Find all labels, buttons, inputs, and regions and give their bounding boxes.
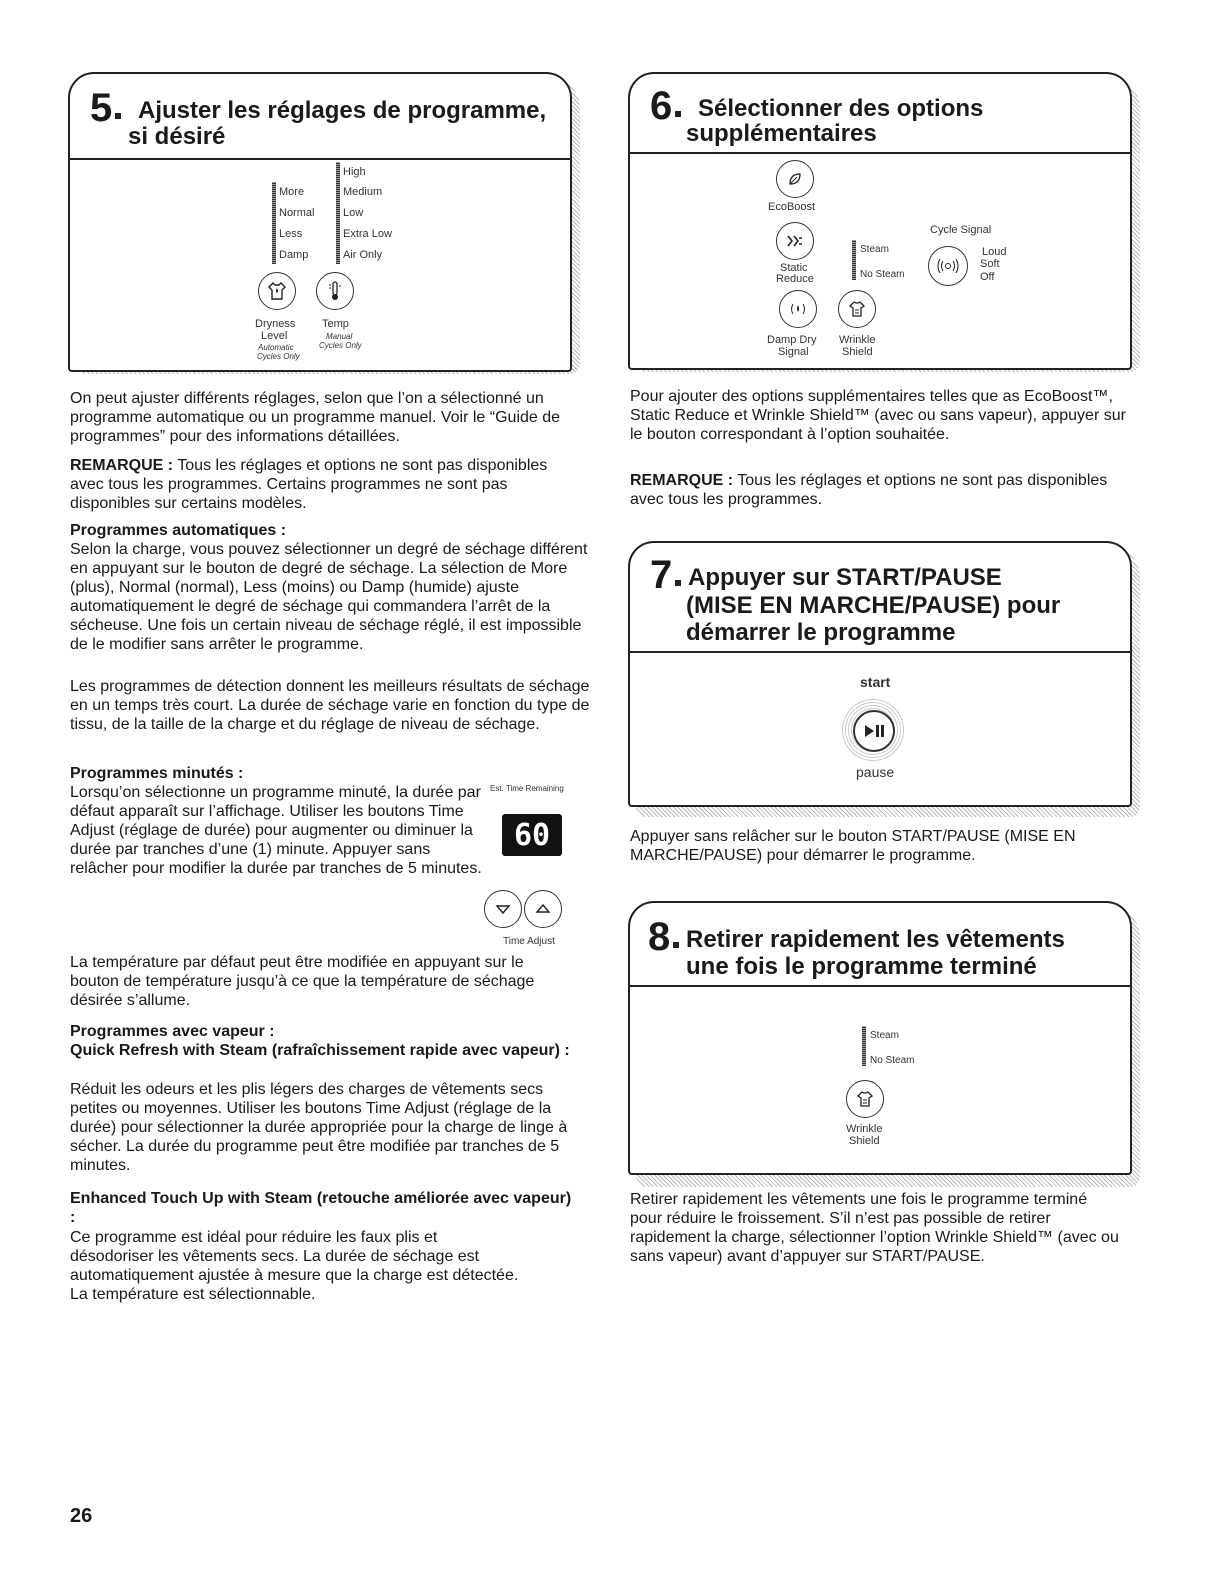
time-down-button[interactable] <box>484 890 522 928</box>
temp-button[interactable] <box>316 272 354 310</box>
left-intro-paragraph: On peut ajuster différents réglages, selon que l’on a sélectionné un programme automatique ou un programme manuel. Voir le “Guide de programmes” pour des informations détaillées. <box>70 390 561 445</box>
dryness-option-damp: Damp <box>279 249 309 261</box>
sound-icon <box>937 259 959 273</box>
temp-option-high: High <box>343 166 366 178</box>
dryness-option-more: More <box>279 186 305 198</box>
step8-number: 8 <box>648 917 679 957</box>
wrinkle-label-2-6: Shield <box>842 346 873 358</box>
dryness-level-button[interactable] <box>258 272 296 310</box>
start-pause-button[interactable] <box>853 710 895 752</box>
shirt-shield-icon <box>855 1090 875 1108</box>
step7-number: 7 <box>650 555 681 595</box>
step6-remarque <box>630 471 1130 509</box>
step5-title-line1: Ajuster les réglages de programme, <box>138 97 547 124</box>
step8-title-line2: une fois le programme terminé <box>686 953 1037 980</box>
step6-panel <box>628 72 1132 370</box>
chevron-up-icon <box>535 903 551 915</box>
drop-sound-icon <box>787 302 809 316</box>
temp-sub-2: Cycles Only <box>319 341 362 350</box>
time-up-button[interactable] <box>524 890 562 928</box>
damp-dry-label-1: Damp Dry <box>767 334 817 346</box>
left-remarque-label: REMARQUE : <box>70 457 174 474</box>
auto-paragraph-1: Selon la charge, vous pouvez sélectionner un degré de séchage différent en appuyant sur le bouton de degré de séchage. La sélection de More (plus), Normal (normal), Less (moins) ou Damp (humide) ajuste automatiquement le degré de séchage qui commandera l’arrêt de la sécheuse. Une fois un certain niveau de séchage réglé, il est impossible de le modifier sans arrêter le programme. <box>70 541 588 653</box>
enhanced-paragraph: Ce programme est idéal pour réduire les faux plis et désodoriser les vêtements secs. La durée de séchage est automatiquement ajustée à mesure que la charge est détectée. La température est sélectionnable. <box>70 1229 519 1303</box>
cycle-signal-button[interactable] <box>928 246 968 286</box>
enhanced-heading: Enhanced Touch Up with Steam (retouche améliorée avec vapeur) : <box>70 1190 572 1226</box>
shirt-drop-icon <box>266 281 288 301</box>
play-pause-icon <box>862 723 886 739</box>
steam-bar-6 <box>852 240 856 280</box>
static-reduce-button[interactable] <box>776 222 814 260</box>
steam-bar-8 <box>862 1026 866 1066</box>
auto-heading: Programmes automatiques : <box>70 522 287 539</box>
step8-header <box>630 903 1130 987</box>
loud-label: Loud <box>982 246 1007 258</box>
timed-heading: Programmes minutés : <box>70 765 244 782</box>
auto-paragraph-2: Les programmes de détection donnent les meilleurs résultats de séchage en un temps très court. La durée de séchage varie en fonction du type de tissu, de la taille de la charge et du réglage de niveau de séchage. <box>70 678 590 733</box>
wrinkle-shield-button[interactable] <box>838 290 876 328</box>
step5-panel <box>68 72 572 372</box>
step6-remarque-label: REMARQUE : <box>630 472 734 489</box>
time-display: 60 <box>502 814 562 856</box>
timed-paragraph-1: Lorsqu’on sélectionne un programme minuté, la durée par défaut apparaît sur l’affichage. Utiliser les boutons Time Adjust (réglage de durée) pour augmenter ou diminuer la durée par tranches d’une (1) minute. Appuyer sans relâcher pour modifier la durée par tranches de 5 minutes. <box>70 784 482 877</box>
static-icon <box>786 234 804 248</box>
step7-title-line2: (MISE EN MARCHE/PAUSE) pour <box>686 592 1061 619</box>
step5-title-line2: si désiré <box>128 123 226 150</box>
dryness-label-2: Level <box>261 330 288 342</box>
thermometer-icon <box>326 280 344 302</box>
left-remarque <box>70 456 570 513</box>
shirt-shield-icon <box>847 300 867 318</box>
quick-refresh-paragraph: Réduit les odeurs et les plis légers des charges de vêtements secs petites ou moyennes. Utiliser les boutons Time Adjust (réglage de la durée) pour sélectionner la durée appropriée pour la charge de linge à sécher. La durée du programme peut être modifiée par tranches de 5 minutes. <box>70 1081 568 1174</box>
static-label-1: Static <box>780 262 808 274</box>
quick-refresh-heading: Quick Refresh with Steam (rafraîchissement rapide avec vapeur) : <box>70 1042 570 1059</box>
temp-option-air-only: Air Only <box>343 249 383 261</box>
dryness-sub-1: Automatic <box>258 343 294 352</box>
steam-heading: Programmes avec vapeur : <box>70 1023 275 1040</box>
off-label: Off <box>980 271 995 283</box>
static-label-2: Reduce <box>776 273 814 285</box>
pause-label: pause <box>856 764 895 780</box>
dryness-bar <box>272 182 276 264</box>
dryness-sub-2: Cycles Only <box>257 352 300 361</box>
no-steam-label-6: No Steam <box>860 269 905 280</box>
page-number: 26 <box>70 1505 93 1527</box>
no-steam-label-8: No Steam <box>870 1055 915 1066</box>
step6-title-line1: Sélectionner des options <box>698 95 984 122</box>
step6-header <box>630 74 1130 154</box>
step6-paragraph: Pour ajouter des options supplémentaires telles que as EcoBoost™, Static Reduce et Wrinkle Shield™ (avec ou sans vapeur), appuyer sur le bouton correspondant à l’option souhaitée. <box>630 388 1126 443</box>
damp-dry-signal-button[interactable] <box>779 290 817 328</box>
soft-label: Soft <box>980 258 1000 270</box>
step6-title-line2: supplémentaires <box>686 120 877 147</box>
steam-label-6: Steam <box>860 244 889 255</box>
dryness-option-normal: Normal <box>279 207 315 219</box>
step7-header <box>630 543 1130 653</box>
step6-number: 6 <box>650 86 681 126</box>
step7-paragraph: Appuyer sans relâcher sur le bouton START/PAUSE (MISE EN MARCHE/PAUSE) pour démarrer le programme. <box>630 828 1076 864</box>
chevron-down-icon <box>495 903 511 915</box>
temp-bar <box>336 162 340 264</box>
step6-remarque-text: Tous les réglages et options ne sont pas disponibles avec tous les programmes. <box>630 472 1108 508</box>
dryness-label-1: Dryness <box>255 318 296 330</box>
time-adjust-label: Time Adjust <box>503 936 555 947</box>
dryness-option-less: Less <box>279 228 303 240</box>
est-time-label: Est. Time Remaining <box>490 784 564 793</box>
start-label: start <box>860 674 891 690</box>
steam-label-8: Steam <box>870 1030 899 1041</box>
temp-label: Temp <box>322 318 349 330</box>
temp-sub-1: Manual <box>326 332 353 341</box>
damp-dry-label-2: Signal <box>778 346 809 358</box>
step7-title-line1: Appuyer sur START/PAUSE <box>688 564 1002 591</box>
ecoboost-label: EcoBoost <box>768 201 816 213</box>
timed-paragraph-2: La température par défaut peut être modifiée en appuyant sur le bouton de température jusqu’à ce que la température de séchage désirée s’allume. <box>70 954 535 1009</box>
temp-option-low: Low <box>343 207 364 219</box>
temp-option-extra-low: Extra Low <box>343 228 392 240</box>
step8-title-line1: Retirer rapidement les vêtements <box>686 926 1065 953</box>
wrinkle-label-1-6: Wrinkle <box>839 334 876 346</box>
step7-title-line3: démarrer le programme <box>686 619 956 646</box>
wrinkle-label-1-8: Wrinkle <box>846 1123 883 1135</box>
ecoboost-button[interactable] <box>776 160 814 198</box>
step8-paragraph: Retirer rapidement les vêtements une fois le programme terminé pour réduire le froissement. S’il n’est pas possible de retirer rapidement la charge, sélectionner l’option Wrinkle Shield™ (avec ou sans vapeur) avant d’appuyer sur START/PAUSE. <box>630 1191 1119 1265</box>
wrinkle-label-2-8: Shield <box>849 1135 880 1147</box>
wrinkle-shield-button-8[interactable] <box>846 1080 884 1118</box>
cycle-signal-label: Cycle Signal <box>930 224 992 236</box>
step5-header <box>70 74 570 160</box>
left-remarque-text: Tous les réglages et options ne sont pas disponibles avec tous les programmes. Certains programmes ne sont pas disponibles sur certains modèles. <box>70 457 548 512</box>
leaf-icon <box>787 171 803 187</box>
temp-option-medium: Medium <box>343 186 383 198</box>
step5-number: 5 <box>90 88 121 128</box>
